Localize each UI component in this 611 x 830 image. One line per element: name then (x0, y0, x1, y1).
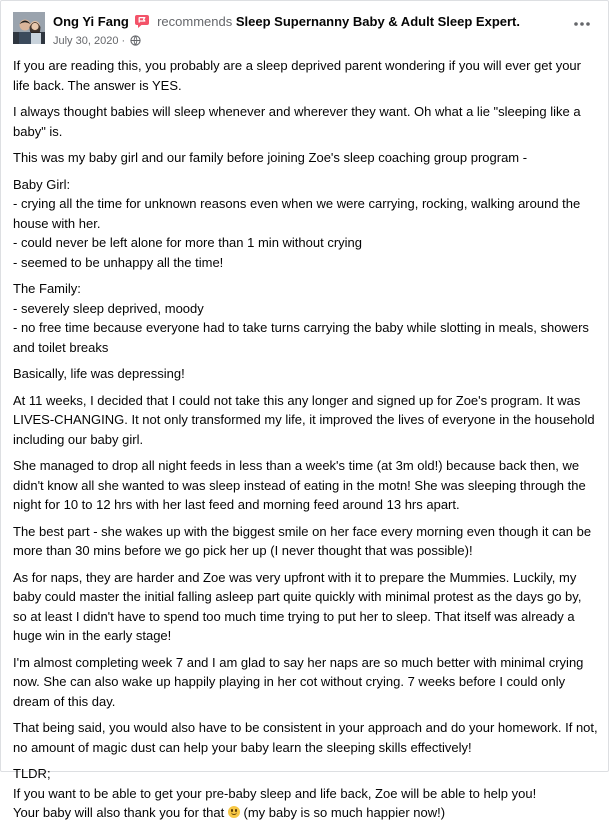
post-paragraph: I always thought babies will sleep whenever and wherever they want. Oh what a lie "sleeping like a baby" is. (13, 104, 581, 139)
post-paragraph: This was my baby girl and our family before joining Zoe's sleep coaching group program - (13, 150, 528, 165)
post-header (13, 11, 596, 47)
tldr-text: If you want to be able to get your pre-baby sleep and life back, Zoe will be able to help you! Your baby will also thank you for that (13, 785, 537, 820)
post-date[interactable]: July 30, 2020 (53, 35, 119, 47)
post-timestamp-line (53, 34, 556, 50)
post-title-line (53, 13, 556, 32)
recommended-page-link[interactable]: Sleep Supernanny Baby & Adult Sleep Expert. (235, 14, 520, 29)
post-paragraph: That being said, you would also have to be consistent in your approach and do your homework. If not, no amount of magic dust can help your baby learn the sleeping skills effectively! (13, 720, 598, 755)
globe-icon[interactable] (130, 35, 141, 50)
tldr-text-end: (my baby is so much happier now!) (239, 805, 446, 820)
tldr-block (13, 764, 598, 823)
post-paragraph: As for naps, they are harder and Zoe was very upfront with it to prepare the Mummies. Luckily, my baby could master the initial falling asleep part quite quickly with minimal protest as the days go by, so at least I didn't have to spend too much time trying to put her to sleep. That itself was already a huge win in the early stage! (13, 569, 582, 643)
more-options-icon[interactable] (570, 17, 594, 31)
grinning-face-emoji-icon (228, 806, 240, 818)
post-paragraph: If you are reading this, you probably are a sleep deprived parent wondering if you will ever get your life back. The answer is YES. (13, 58, 581, 93)
avatar[interactable] (13, 12, 45, 44)
post-paragraph: At 11 weeks, I decided that I could not take this any longer and signed up for Zoe's program. It was LIVES-CHANGING. It not only transformed my life, it improved the lives of everyone in the household including our baby girl. (13, 392, 595, 447)
post-paragraph: The best part - she wakes up with the biggest smile on her face every morning even though it can be more than 30 mins before we go pick her up (I never thought that was possible)! (13, 523, 592, 558)
post-paragraph: Baby Girl: - crying all the time for unknown reasons even when we were carrying, rocking, walking around the house with her. - could never be left alone for more than 1 min without crying - seemed to be unhappy all the time! (13, 176, 581, 270)
post-paragraph: She managed to drop all night feeds in less than a week's time (at 3m old!) because back then, we didn't know all she wanted to was sleep instead of eating in the motn! She was sleeping through the night for 10 to 12 hrs with her last feed and morning feed around 13 hrs apart. (13, 458, 586, 512)
recommends-label: recommends (157, 14, 233, 29)
recommendation-flag-icon (135, 15, 149, 32)
post-body (13, 56, 598, 830)
post-meta (53, 13, 556, 50)
tldr-heading: TLDR; (13, 766, 51, 781)
post-paragraph: Basically, life was depressing! (13, 366, 185, 381)
meta-separator: · (121, 35, 126, 47)
avatar-photo (13, 12, 45, 44)
post-paragraph: The Family: - severely sleep deprived, moody - no free time because everyone had to take turns carrying the baby while slotting in meals, showers and toilet breaks (13, 281, 589, 355)
author-name[interactable]: Ong Yi Fang (53, 14, 129, 29)
post-paragraph: I'm almost completing week 7 and I am glad to say her naps are so much better with minimal crying now. She can also wake up happily playing in her cot without crying. 7 weeks before I could only dream of this day. (13, 654, 584, 709)
